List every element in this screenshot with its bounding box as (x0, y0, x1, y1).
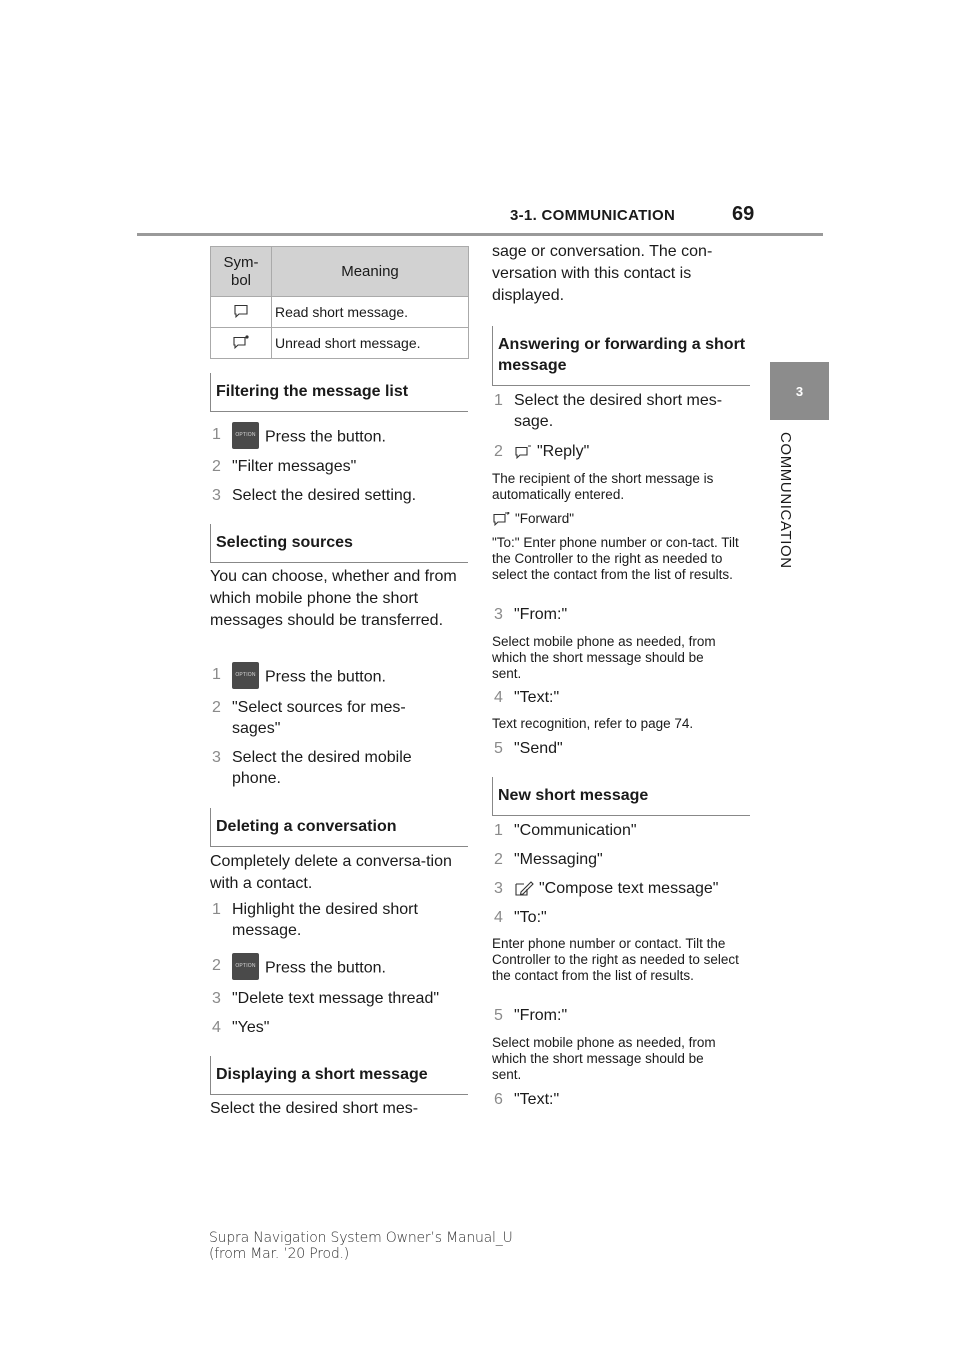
chapter-tab-number: 3 (770, 362, 829, 420)
heading-filtering: Filtering the message list (210, 381, 468, 402)
deleting-step-1 (210, 899, 455, 941)
step-number: 1 (494, 822, 503, 839)
deleting-step-3 (210, 988, 472, 1009)
message-unread-icon (232, 335, 250, 349)
answering-step-5 (492, 738, 754, 759)
sources-step-1 (210, 664, 472, 691)
option-button-icon: OPTION (232, 422, 259, 449)
forward-icon (492, 512, 510, 526)
deleting-step-2 (210, 955, 472, 982)
step-text: "Select sources for mes-sages" (232, 699, 406, 737)
step-text: Press the button. (265, 959, 386, 977)
step-number: 5 (494, 740, 503, 757)
heading-answering: Answering or forwarding a short message (492, 334, 750, 376)
page-number: 69 (732, 203, 755, 225)
step-number: 3 (212, 487, 221, 504)
table-cell (211, 297, 272, 328)
step-number: 5 (494, 1007, 503, 1024)
step-number: 1 (212, 426, 221, 443)
note-reply: The recipient of the short message is automatically entered. (492, 471, 714, 502)
filtering-step-1 (210, 424, 472, 451)
step-text: "Communication" (514, 822, 637, 839)
step-text: "Messaging" (514, 851, 603, 868)
step-number: 6 (494, 1091, 503, 1108)
step-text: "Compose text message" (539, 880, 719, 897)
step-text: Select the desired setting. (232, 487, 417, 504)
note-from: Select mobile phone as needed, from which the short message should be sent. (492, 634, 716, 681)
answering-step-2 (492, 441, 754, 462)
forward-label: "Forward" (515, 511, 575, 526)
step-number: 2 (494, 443, 503, 460)
note-forward: "To:" Enter phone number or con-tact. Tilt the Controller to the right as needed to select the contact from the list of results. (492, 535, 739, 582)
step-number: 3 (494, 606, 503, 623)
forward-line (492, 511, 754, 527)
footer (209, 1230, 513, 1262)
heading-sources: Selecting sources (210, 532, 468, 553)
footer-line-1: Supra Navigation System Owner’s Manual_U (209, 1230, 513, 1246)
step-number: 1 (212, 901, 221, 918)
step-text: "Text:" (514, 689, 560, 706)
step-number: 4 (494, 689, 503, 706)
displaying-text-start: Select the desired short mes- (210, 1100, 419, 1117)
step-number: 2 (212, 699, 221, 716)
step-text: Select the desired mobile phone. (232, 749, 412, 787)
deleting-step-4 (210, 1017, 472, 1038)
filtering-step-2 (210, 456, 472, 477)
step-text: "Reply" (537, 443, 590, 460)
section-title: 3-1. COMMUNICATION (510, 207, 676, 224)
sources-step-3 (210, 747, 450, 789)
heading-new-message: New short message (492, 785, 750, 806)
step-number: 3 (212, 990, 221, 1007)
sources-intro: You can choose, whether and from which mobile phone the short messages should be transferred. (210, 568, 457, 629)
table-header-row (211, 247, 469, 297)
step-text: Select the desired short mes-sage. (514, 392, 723, 430)
step-number: 4 (212, 1019, 221, 1036)
option-button-icon: OPTION (232, 662, 259, 689)
compose-icon (514, 881, 534, 897)
table-cell: Read short message. (272, 297, 469, 328)
step-number: 1 (212, 666, 221, 683)
note-text-recognition: Text recognition, refer to page 74. (492, 716, 694, 731)
step-number: 3 (494, 880, 503, 897)
step-text: "Delete text message thread" (232, 990, 440, 1007)
table-row (211, 297, 469, 328)
sources-step-2 (210, 697, 450, 739)
step-number: 3 (212, 749, 221, 766)
step-number: 2 (212, 957, 221, 974)
message-read-icon (233, 304, 249, 318)
step-text: "Filter messages" (232, 458, 357, 475)
new-step-6 (492, 1089, 754, 1110)
col-meaning-header: Meaning (272, 247, 469, 297)
new-step-5 (492, 1005, 754, 1026)
reply-icon (514, 445, 532, 459)
step-text: "To:" (514, 909, 547, 926)
answering-step-3 (492, 604, 754, 625)
note-from-new: Select mobile phone as needed, from which the short message should be sent. (492, 1035, 716, 1082)
footer-line-2: (from Mar. ’20 Prod.) (209, 1246, 350, 1262)
step-number: 1 (494, 392, 503, 409)
step-number: 2 (494, 851, 503, 868)
step-text: Press the button. (265, 428, 386, 446)
step-text: "Text:" (514, 1091, 560, 1108)
header-rule (137, 233, 823, 236)
step-text: Press the button. (265, 668, 386, 686)
filtering-step-3 (210, 485, 472, 506)
table-cell (211, 328, 272, 359)
symbol-table (210, 246, 469, 359)
table-row (211, 328, 469, 359)
step-text: "From:" (514, 1007, 568, 1024)
chapter-tab-label: COMMUNICATION (777, 432, 794, 569)
new-step-1 (492, 820, 754, 841)
table-cell: Unread short message. (272, 328, 469, 359)
deleting-intro: Completely delete a conversa-tion with a contact. (210, 853, 452, 892)
displaying-text-cont: sage or conversation. The con-versation with this contact is displayed. (492, 243, 713, 304)
step-number: 2 (212, 458, 221, 475)
heading-deleting: Deleting a conversation (210, 816, 468, 837)
new-step-4 (492, 907, 754, 928)
step-number: 4 (494, 909, 503, 926)
option-button-icon: OPTION (232, 953, 259, 980)
step-text: "From:" (514, 606, 568, 623)
step-text: "Yes" (232, 1019, 270, 1036)
step-text: Highlight the desired short message. (232, 901, 418, 939)
heading-displaying: Displaying a short message (210, 1064, 468, 1085)
new-step-2 (492, 849, 754, 870)
answering-step-4 (492, 687, 754, 708)
step-text: "Send" (514, 740, 563, 757)
note-to: Enter phone number or contact. Tilt the Controller to the right as needed to select the contact from the list of results. (492, 936, 739, 983)
col-symbol-header: Sym- bol (211, 247, 272, 297)
answering-step-1 (492, 390, 747, 432)
new-step-3 (492, 878, 754, 899)
